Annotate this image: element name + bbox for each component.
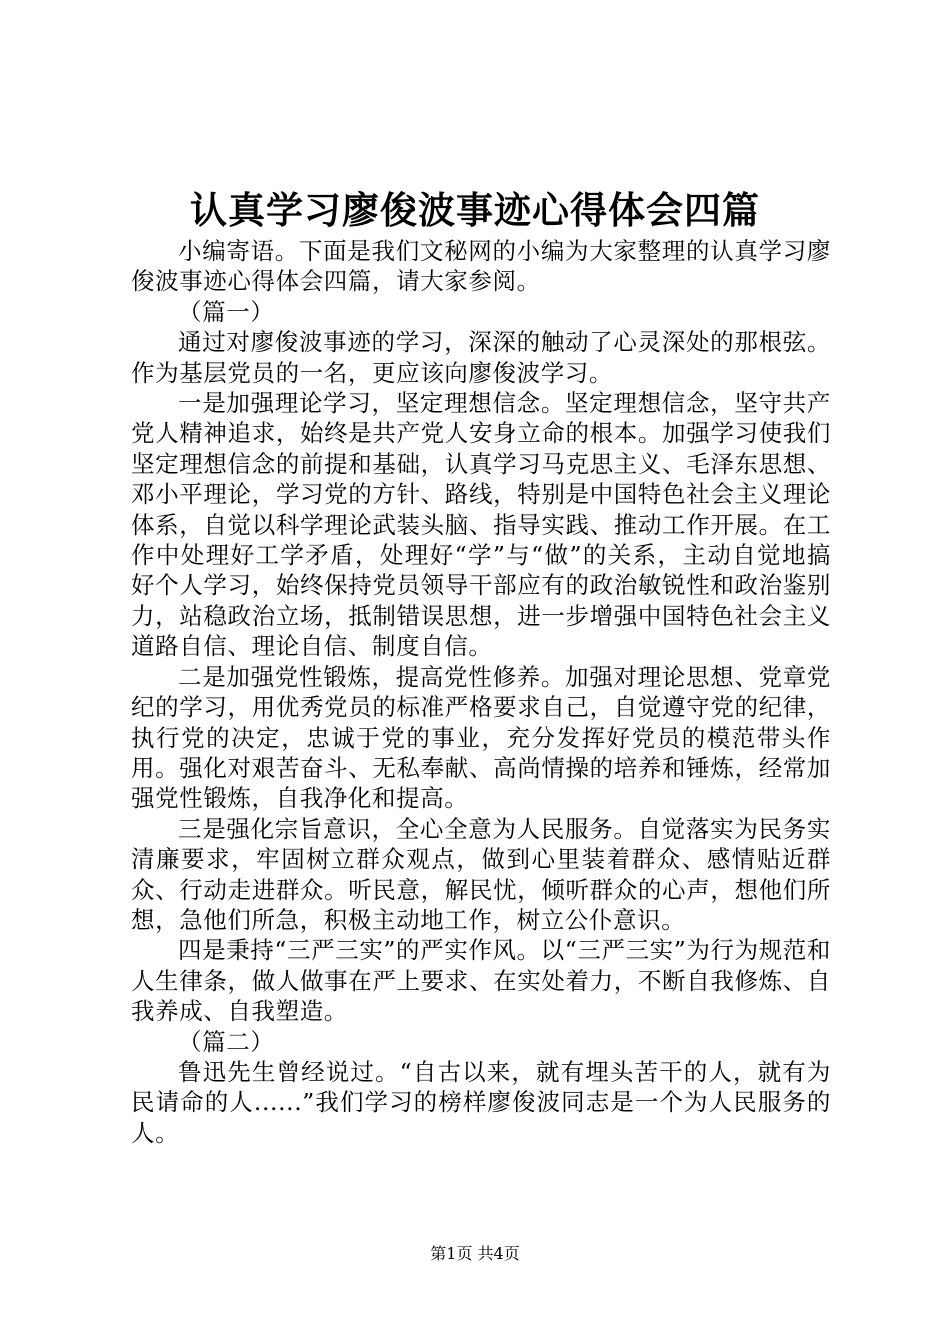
section-heading-2: （篇二） xyxy=(178,1027,275,1056)
section-heading-1: （篇一） xyxy=(178,297,275,326)
paragraph-intro: 小编寄语。下面是我们文秘网的小编为大家整理的认真学习廖俊波事迹心得体会四篇，请大家参阅。 xyxy=(131,237,831,296)
paragraph-2: 一是加强理论学习，坚定理想信念。坚定理想信念，坚守共产党人精神追求，始终是共产党人安身立命的根本。加强学习使我们坚定理想信念的前提和基础，认真学习马克思主义、毛泽东思想、邓小平理论，学习党的方针、路线，特别是中国特色社会主义理论体系，自觉以科学理论武装头脑、指导实践、推动工作开展。在工作中处理好工学矛盾，处理好“学”与“做”的关系，主动自觉地搞好个人学习，始终保持党员领导干部应有的政治敏锐性和政治鉴别力，站稳政治立场，抵制错误思想，进一步增强中国特色社会主义道路自信、理论自信、制度自信。 xyxy=(131,389,831,661)
paragraph-6: 鲁迅先生曾经说过。“自古以来，就有埋头苦干的人，就有为民请命的人......”我们学习的榜样廖俊波同志是一个为人民服务的人。 xyxy=(131,1057,831,1147)
paragraph-5: 四是秉持“三严三实”的严实作风。以“三严三实”为行为规范和人生律条，做人做事在严上要求、在实处着力，不断自我修炼、自我养成、自我塑造。 xyxy=(131,936,831,1026)
paragraph-3: 二是加强党性锻炼，提高党性修养。加强对理论思想、党章党纪的学习，用优秀党员的标准严格要求自己，自觉遵守党的纪律，执行党的决定，忠诚于党的事业，充分发挥好党员的模范带头作用。强化对艰苦奋斗、无私奉献、高尚情操的培养和锤炼，经常加强党性锻炼，自我净化和提高。 xyxy=(131,662,831,813)
paragraph-1: 通过对廖俊波事迹的学习，深深的触动了心灵深处的那根弦。作为基层党员的一名，更应该向廖俊波学习。 xyxy=(131,328,831,387)
paragraph-4: 三是强化宗旨意识，全心全意为人民服务。自觉落实为民务实清廉要求，牢固树立群众观点，做到心里装着群众、感情贴近群众、行动走进群众。听民意，解民忧，倾听群众的心声，想他们所想，急他们所急，积极主动地工作，树立公仆意识。 xyxy=(131,814,831,934)
document-body xyxy=(131,236,831,1148)
page-footer: 第1页 共4页 xyxy=(430,1244,520,1263)
document-title: 认真学习廖俊波事迹心得体会四篇 xyxy=(190,188,760,232)
